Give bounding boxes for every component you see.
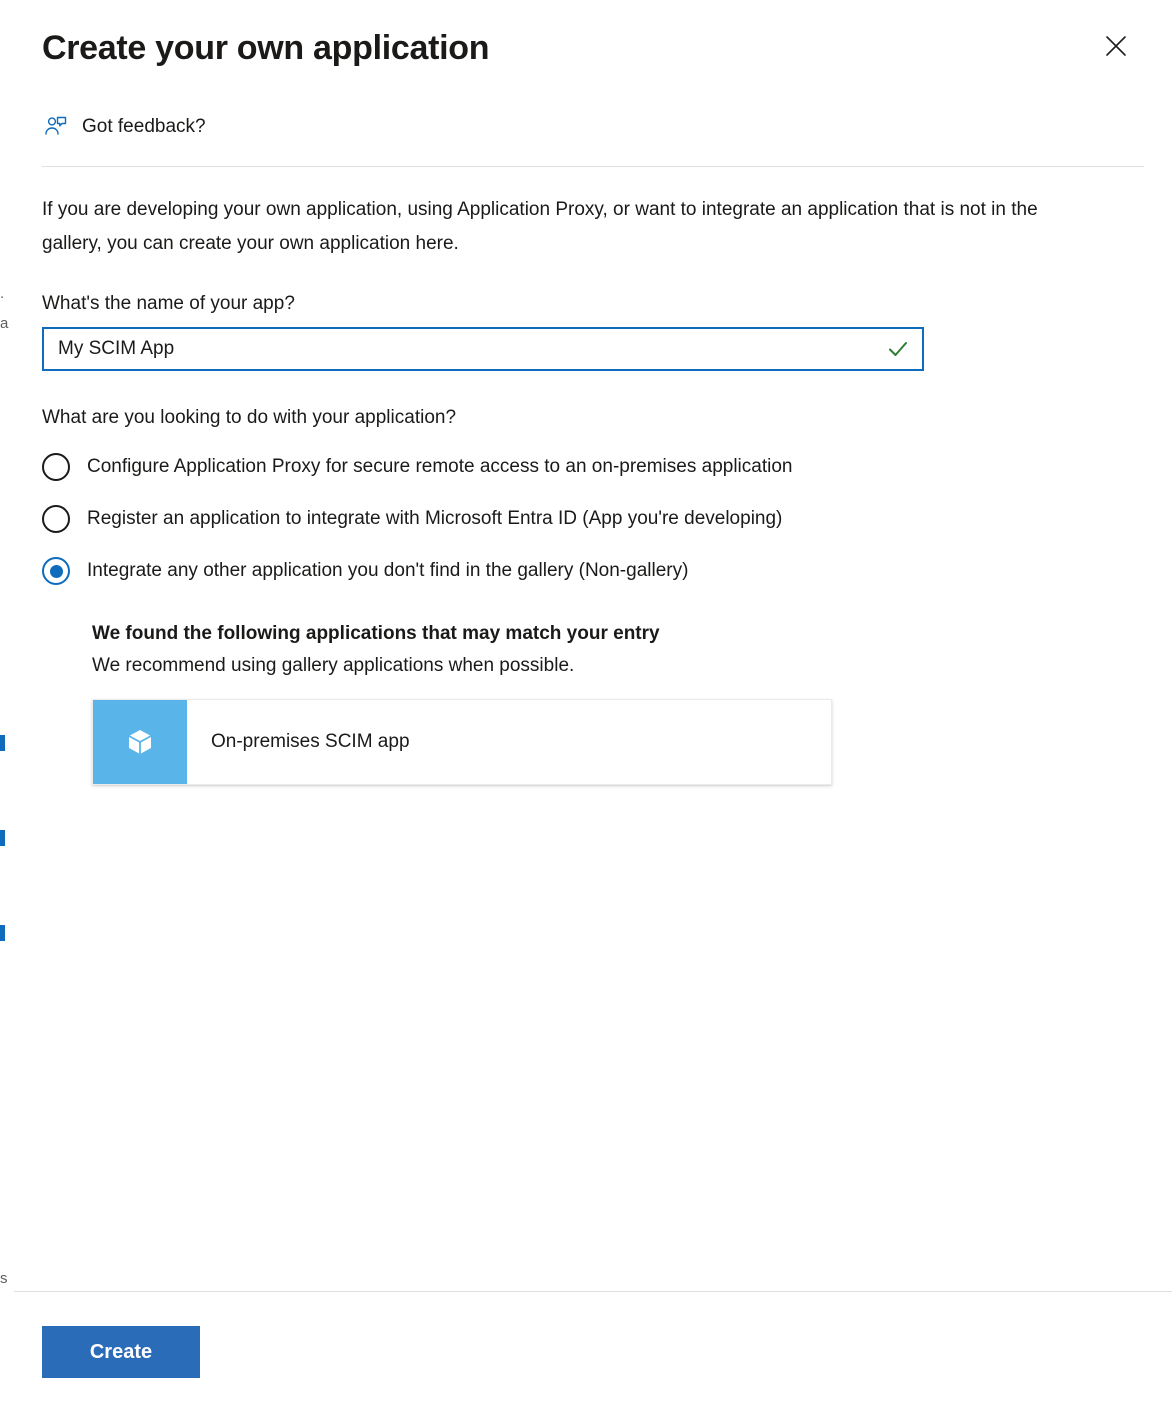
matching-applications-heading: We found the following applications that may match your entry (92, 623, 660, 644)
feedback-person-icon (42, 113, 70, 141)
gallery-app-name: On-premises SCIM app (211, 731, 410, 752)
feedback-label: Got feedback? (82, 116, 206, 137)
intro-text: If you are developing your own application, using Application Proxy, or want to integrate an application that is not in the gallery, you can create your own application here. (42, 199, 1038, 254)
background-accent-bar-2 (0, 830, 5, 846)
create-button[interactable]: Create (42, 1326, 200, 1378)
background-text-fragment-3: s (0, 1270, 8, 1287)
purpose-radio-group (42, 441, 1144, 597)
radio-label-non-gallery: Integrate any other application you don't find in the gallery (Non-gallery) (87, 560, 689, 581)
background-accent-bar-1 (0, 735, 5, 751)
feedback-link[interactable] (14, 96, 1172, 158)
create-application-dialog (14, 0, 1172, 1426)
radio-label-application-proxy: Configure Application Proxy for secure remote access to an on-premises application (87, 456, 793, 477)
cube-icon (93, 700, 187, 784)
radio-label-register-application: Register an application to integrate with Microsoft Entra ID (App you're developing) (87, 508, 783, 529)
radio-circle-icon (42, 557, 70, 585)
matching-applications-section (92, 623, 1144, 785)
page-title: Create your own application (42, 29, 490, 67)
radio-option-non-gallery[interactable] (42, 545, 1144, 597)
app-name-input[interactable] (44, 329, 922, 369)
app-name-input-wrapper[interactable] (42, 327, 924, 371)
matching-applications-subtext: We recommend using gallery applications when possible. (92, 655, 575, 676)
background-text-fragment-1: . (0, 285, 5, 302)
radio-circle-icon (42, 505, 70, 533)
radio-circle-icon (42, 453, 70, 481)
radio-dot (50, 565, 63, 578)
background-accent-bar-3 (0, 925, 5, 941)
dialog-header (14, 0, 1172, 96)
dialog-body (14, 167, 1172, 785)
purpose-question-label: What are you looking to do with your application? (42, 407, 457, 428)
app-name-label: What's the name of your app? (42, 293, 295, 314)
radio-option-application-proxy[interactable] (42, 441, 1144, 493)
background-text-fragment-2: a (0, 315, 9, 332)
gallery-app-card[interactable] (92, 699, 832, 785)
checkmark-icon (886, 337, 910, 361)
close-icon[interactable] (1098, 28, 1134, 64)
radio-option-register-application[interactable] (42, 493, 1144, 545)
dialog-footer (14, 1291, 1172, 1426)
